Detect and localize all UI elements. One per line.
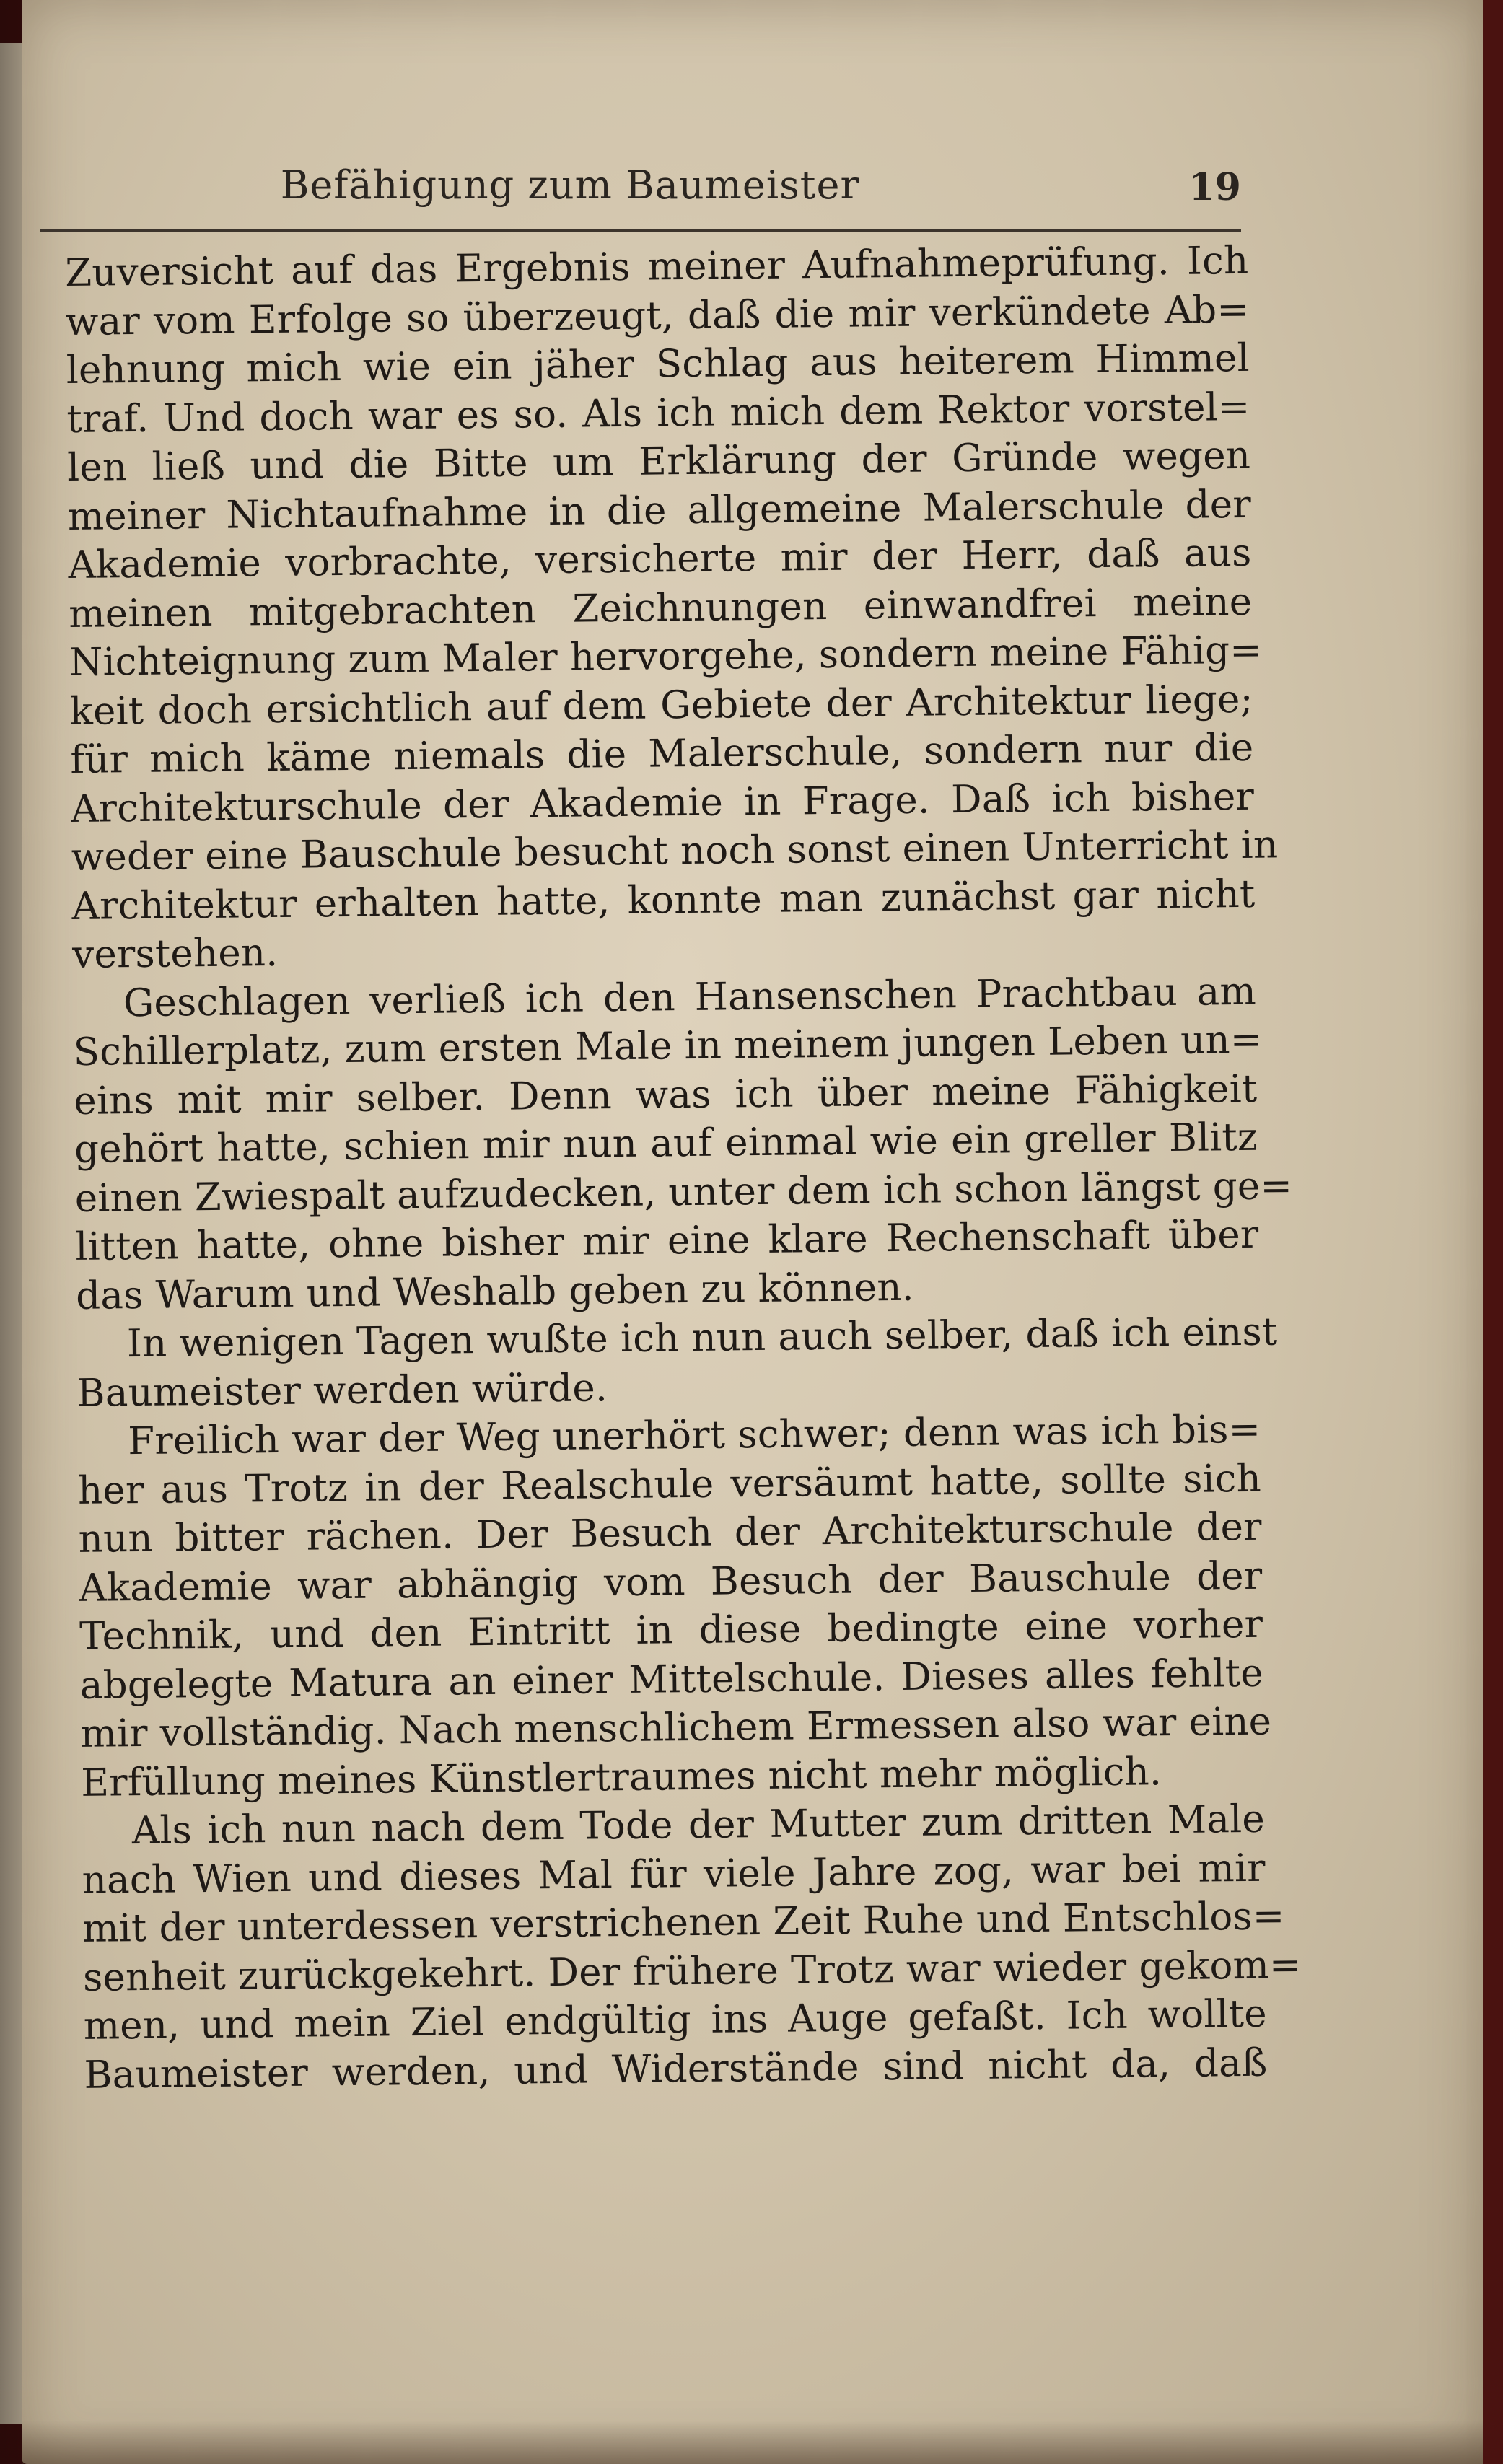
text-line: In wenigen Tagen wußte ich nun auch selber, daß ich einst [126,1310,1278,1367]
text-line: men, und mein Ziel endgültig ins Auge gefaßt. Ich wollte [83,1991,1268,2048]
text-line: war vom Erfolge so überzeugt, daß die mir verkündete Ab= [65,287,1250,344]
text-line: abgelegte Matura an einer Mittelschule. Dieses alles fehlte [79,1651,1264,1708]
running-title: Befähigung zum Baumeister [280,162,860,208]
text-line: Baumeister werden, und Widerstände sind nicht da, daß [84,2040,1268,2097]
text-line: senheit zurückgekehrt. Der frühere Trotz war wieder gekom= [82,1942,1302,2000]
text-line: traf. Und doch war es so. Als ich mich dem Rektor vorstel= [66,385,1250,442]
text-line: Technik, und den Eintritt in diese bedingte eine vorher [79,1602,1263,1659]
text-line: gehört hatte, schien mir nun auf einmal wie ein greller Blitz [74,1115,1258,1172]
text-line: Akademie vorbrachte, versicherte mir der Herr, daß aus [68,530,1252,587]
text-line: verstehen. [71,930,279,977]
text-line: meinen mitgebrachten Zeichnungen einwandfrei meine [68,579,1253,636]
text-line: einen Zwiespalt aufzudecken, unter dem ich schon längst ge= [74,1163,1293,1221]
page-header [43,162,1241,227]
text-line: eins mit mir selber. Denn was ich über meine Fähigkeit [74,1066,1258,1123]
text-line: Als ich nun nach dem Tode der Mutter zum dritten Male [131,1797,1266,1854]
text-line: Geschlagen verließ ich den Hansenschen Prachtbau am [123,969,1257,1025]
text-line: Erfüllung meines Künstlertraumes nicht mehr möglich. [80,1749,1162,1805]
text-line: meiner Nichtaufnahme in die allgemeine Malerschule der [67,482,1252,539]
text-line: für mich käme niemals die Malerschule, sondern nur die [70,725,1254,782]
text-line: Freilich war der Weg unerhört schwer; denn was ich bis= [127,1407,1261,1464]
text-line: len ließ und die Bitte um Erklärung der Gründe wegen [66,433,1251,490]
page-bottom-shadow [22,2421,1483,2464]
text-line: Baumeister werden würde. [76,1365,608,1416]
text-line: mir vollständig. Nach menschlichem Ermessen also war eine [80,1699,1272,1756]
body-text [65,237,1302,2100]
text-line: keit doch ersichtlich auf dem Gebiete der Architektur liege; [69,677,1253,734]
text-line: Schillerplatz, zum ersten Male in meinem jungen Leben un= [73,1017,1263,1074]
text-line: nach Wien und dieses Mal für viele Jahre zog, war bei mir [82,1846,1266,1903]
header-rule [40,229,1241,232]
text-line: Nichteignung zum Maler hervorgehe, sondern meine Fähig= [69,628,1263,685]
page-number: 19 [1188,165,1241,209]
text-line: nun bitter rächen. Der Besuch der Architekturschule der [78,1504,1262,1561]
text-line: her aus Trotz in der Realschule versäumt hatte, sollte sich [77,1456,1262,1513]
text-line: weder eine Bauschule besucht noch sonst einen Unterricht in [71,823,1279,880]
text-line: Architektur erhalten hatte, konnte man zunächst gar nicht [71,872,1256,929]
text-line: litten hatte, ohne bisher mir eine klare Rechenschaft über [75,1212,1259,1269]
text-line: Zuversicht auf das Ergebnis meiner Aufnahmeprüfung. Ich [65,238,1249,295]
text-line: das Warum und Weshalb geben zu können. [75,1265,914,1318]
text-line: Architekturschule der Akademie in Frage. Daß ich bisher [70,774,1255,831]
text-line: Akademie war abhängig vom Besuch der Bauschule der [79,1553,1263,1610]
text-line: lehnung mich wie ein jäher Schlag aus heiterem Himmel [66,336,1250,393]
text-line: mit der unterdessen verstrichenen Zeit Ruhe und Entschlos= [82,1894,1285,1951]
